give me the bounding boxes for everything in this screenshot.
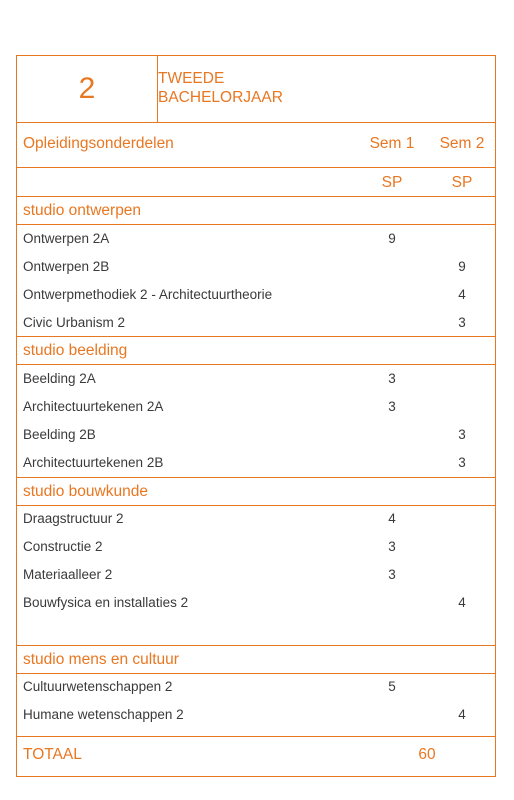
course-sem1: 3 [388, 539, 396, 554]
table-row [17, 309, 495, 337]
course-name: Beelding 2A [23, 371, 96, 386]
column-label-sem2: Sem 2 [439, 135, 485, 152]
table-header [17, 56, 495, 123]
course-name: Ontwerpen 2A [23, 231, 110, 246]
course-name: Architectuurtekenen 2B [23, 455, 164, 470]
course-name: Civic Urbanism 2 [23, 315, 126, 330]
year-title [158, 69, 358, 107]
section-header [17, 477, 495, 506]
course-sem1: 3 [388, 371, 396, 386]
course-sem2: 9 [458, 259, 466, 274]
year-title-line2: BACHELORJAAR [158, 89, 283, 106]
total-label: TOTAAL [23, 746, 82, 763]
curriculum-table [16, 55, 496, 777]
course-name: Ontwerpmethodiek 2 - Architectuurtheorie [23, 287, 273, 302]
section-title: studio ontwerpen [23, 202, 142, 219]
unit-sem2: SP [451, 174, 473, 191]
table-row [17, 561, 495, 589]
course-sem1: 5 [388, 679, 396, 694]
column-label-sem1: Sem 1 [369, 135, 415, 152]
year-number: 2 [17, 56, 158, 122]
table-row [17, 533, 495, 561]
total-row [17, 736, 495, 773]
course-name: Ontwerpen 2B [23, 259, 110, 274]
section-title: studio mens en cultuur [23, 651, 179, 668]
table-row [17, 253, 495, 281]
course-name: Beelding 2B [23, 427, 96, 442]
section-header [17, 645, 495, 674]
table-row [17, 225, 495, 253]
year-title-line1: TWEEDE [158, 70, 225, 87]
column-label-courses: Opleidingsonderdelen [23, 135, 174, 152]
column-header-row [17, 123, 495, 168]
sp-unit-row [17, 168, 495, 197]
course-sem1: 4 [388, 511, 396, 526]
course-sem1: 9 [388, 231, 396, 246]
table-row [17, 673, 495, 701]
table-row [17, 701, 495, 729]
table-row [17, 505, 495, 533]
unit-sem1: SP [381, 174, 403, 191]
course-name: Cultuurwetenschappen 2 [23, 679, 173, 694]
course-sem2: 4 [458, 595, 466, 610]
course-sem1: 3 [388, 399, 396, 414]
course-sem2: 4 [458, 707, 466, 722]
course-name: Constructie 2 [23, 539, 103, 554]
table-row [17, 365, 495, 393]
table-row [17, 589, 495, 617]
course-name: Bouwfysica en installaties 2 [23, 595, 189, 610]
table-row [17, 393, 495, 421]
course-sem1: 3 [388, 567, 396, 582]
course-sem2: 4 [458, 287, 466, 302]
section-header [17, 336, 495, 365]
course-sem2: 3 [458, 455, 466, 470]
table-row [17, 421, 495, 449]
course-name: Materiaalleer 2 [23, 567, 113, 582]
section-title: studio bouwkunde [23, 483, 148, 500]
table-row [17, 281, 495, 309]
course-name: Draagstructuur 2 [23, 511, 124, 526]
table-row [17, 449, 495, 477]
total-value: 60 [418, 746, 436, 763]
course-sem2: 3 [458, 315, 466, 330]
course-name: Architectuurtekenen 2A [23, 399, 164, 414]
course-name: Humane wetenschappen 2 [23, 707, 184, 722]
course-sem2: 3 [458, 427, 466, 442]
section-header [17, 197, 495, 225]
section-title: studio beelding [23, 342, 128, 359]
